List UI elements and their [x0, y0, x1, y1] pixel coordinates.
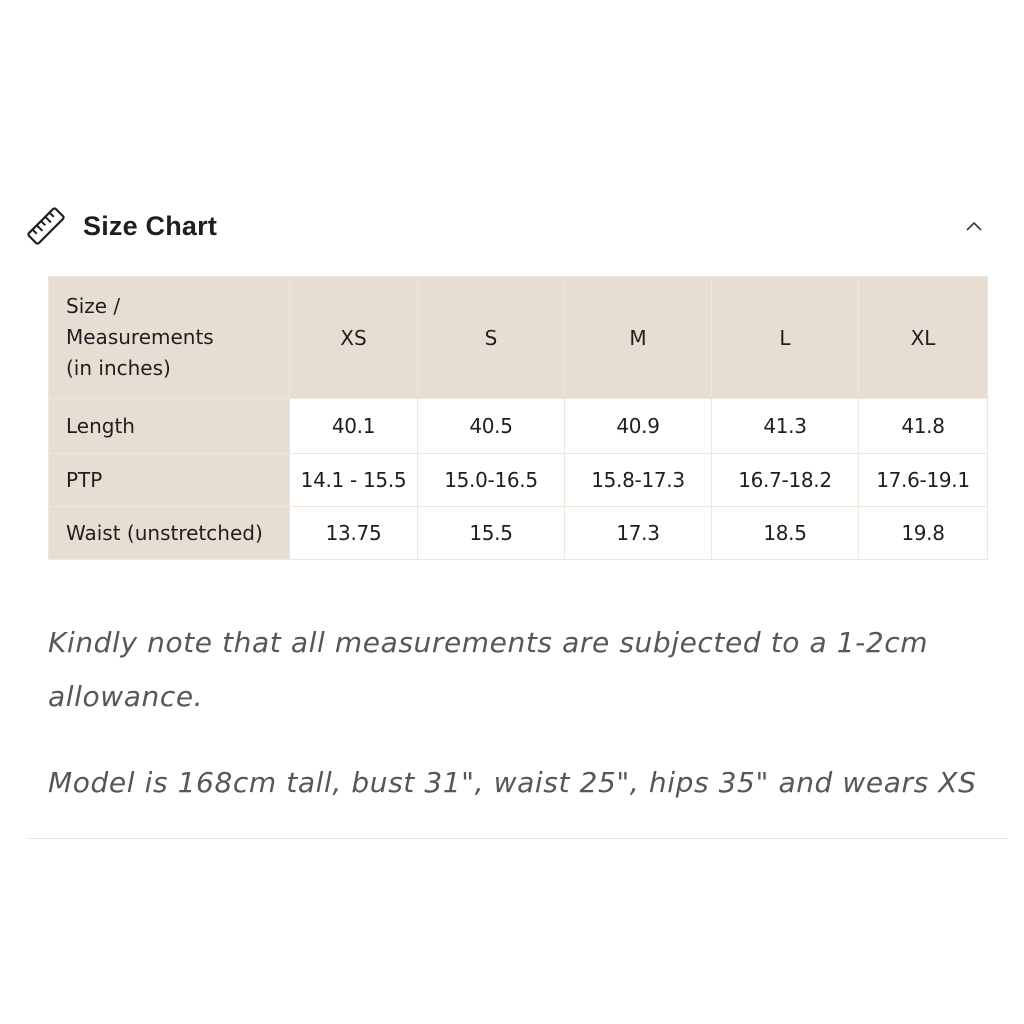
accordion-title: Size Chart [83, 210, 218, 241]
table-cell: 16.7-18.2 [712, 454, 859, 507]
table-cell: 19.8 [859, 507, 988, 560]
table-cell: 18.5 [712, 507, 859, 560]
row-label-waist: Waist (unstretched) [49, 507, 290, 560]
corner-header-line: (in inches) [66, 356, 171, 380]
size-chart-accordion-header[interactable] [26, 204, 984, 248]
corner-header-line: Size / [66, 294, 121, 318]
table-row [49, 399, 988, 454]
ruler-icon [26, 206, 66, 246]
table-cell: 15.8-17.3 [565, 454, 712, 507]
allowance-note: Kindly note that all measurements are subjected to a 1-2cm allowance. [48, 626, 929, 713]
section-divider [28, 838, 1008, 839]
corner-header-line: Measurements [66, 325, 214, 349]
table-cell: 13.75 [290, 507, 418, 560]
corner-header [49, 277, 290, 399]
size-header-xl: XL [859, 277, 988, 399]
size-chart-table [48, 276, 988, 560]
size-header-l: L [712, 277, 859, 399]
size-header-m: M [565, 277, 712, 399]
size-header-xs: XS [290, 277, 418, 399]
table-cell: 17.6-19.1 [859, 454, 988, 507]
table-row [49, 507, 988, 560]
row-label-length: Length [49, 399, 290, 454]
table-header-row [49, 277, 988, 399]
table-cell: 40.5 [418, 399, 565, 454]
row-label-ptp: PTP [49, 454, 290, 507]
table-cell: 15.5 [418, 507, 565, 560]
table-cell: 40.1 [290, 399, 418, 454]
table-cell: 14.1 - 15.5 [290, 454, 418, 507]
table-cell: 15.0-16.5 [418, 454, 565, 507]
table-cell: 17.3 [565, 507, 712, 560]
chevron-up-icon[interactable] [964, 216, 984, 236]
table-cell: 41.8 [859, 399, 988, 454]
table-row [49, 454, 988, 507]
size-header-s: S [418, 277, 565, 399]
model-note: Model is 168cm tall, bust 31", waist 25", hips 35" and wears XS [48, 766, 977, 799]
table-cell: 40.9 [565, 399, 712, 454]
table-cell: 41.3 [712, 399, 859, 454]
